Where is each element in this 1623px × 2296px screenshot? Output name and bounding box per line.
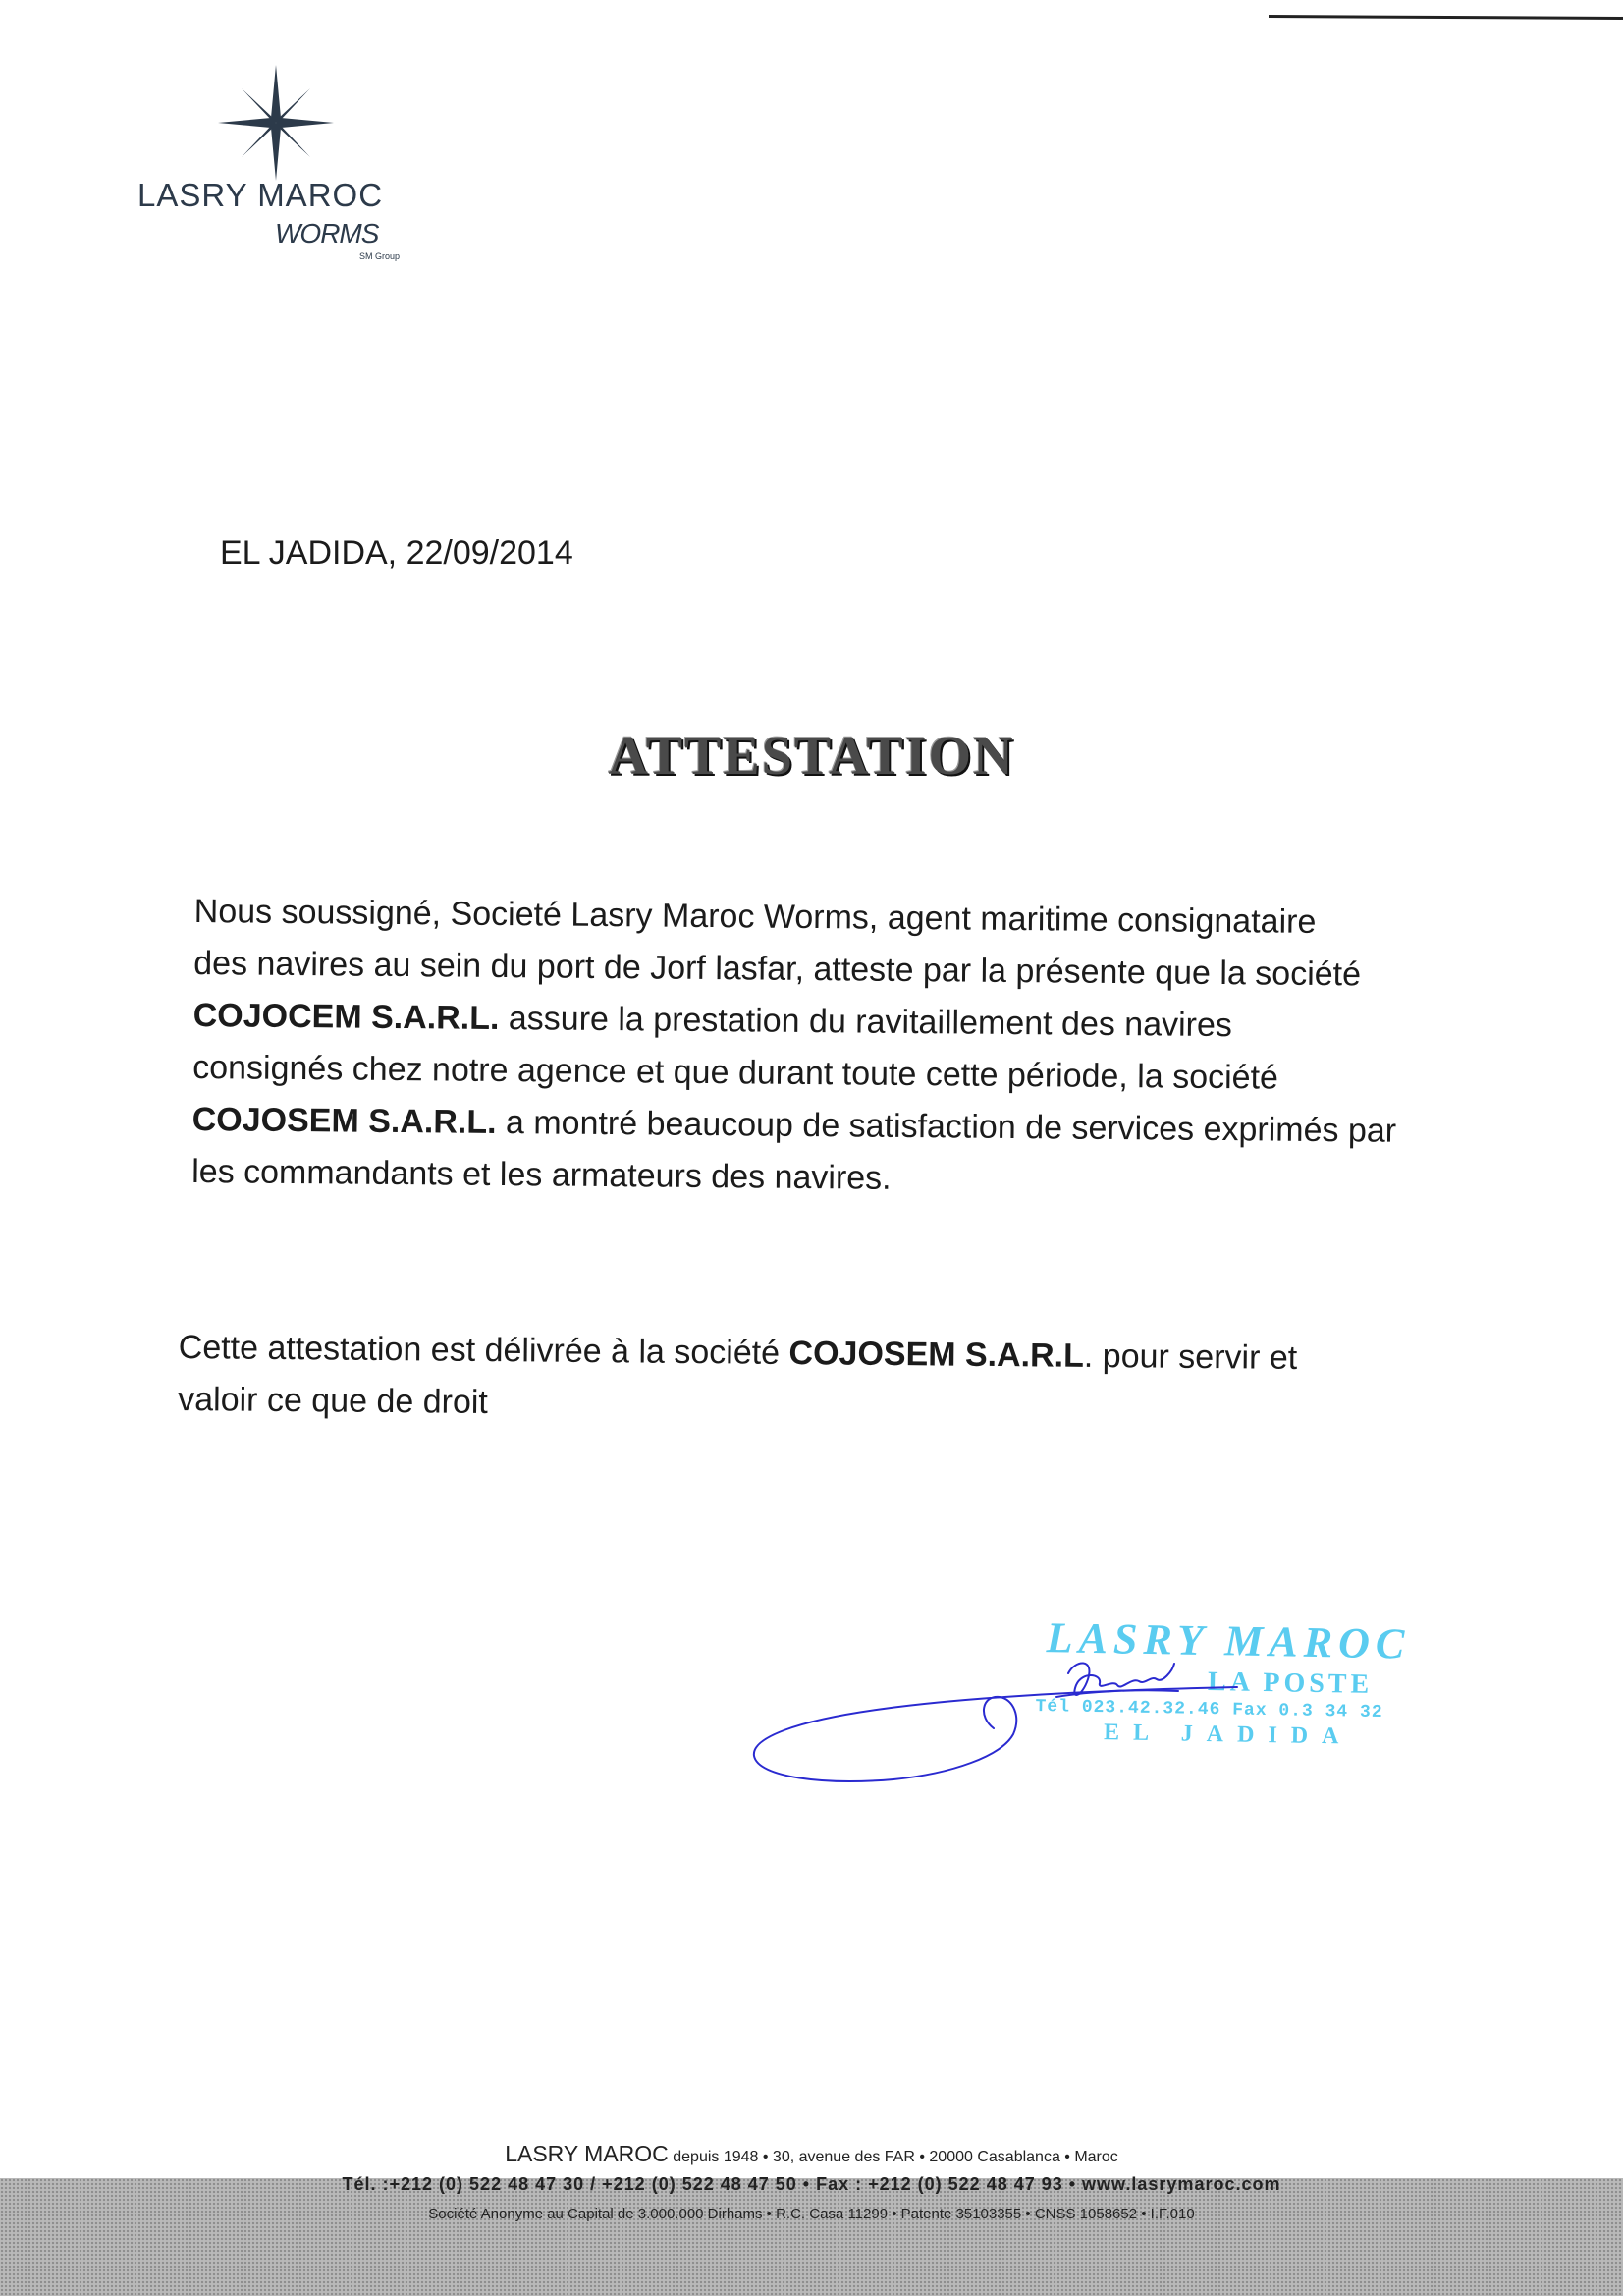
scan-bottom-band — [0, 2178, 1623, 2296]
footer-company-name: LASRY MAROC — [505, 2141, 669, 2166]
text-line: des navires au sein du port de Jorf lasfar, atteste par la présente que la société — [193, 944, 1362, 994]
text-line: Nous soussigné, Societé Lasry Maroc Worms, agent maritime consignataire — [193, 892, 1317, 941]
footer-address-text: depuis 1948 • 30, avenue des FAR • 20000 Casablanca • Maroc — [668, 2149, 1118, 2165]
document-title: ATTESTATION — [608, 726, 1015, 787]
body-paragraph-1 — [191, 886, 1398, 1210]
text-run: assure la prestation du ravitaillement des navires — [499, 999, 1233, 1045]
place-date: EL JADIDA, 22/09/2014 — [220, 534, 573, 572]
company-name-bold: COJOCEM S.A.R.L. — [192, 996, 500, 1037]
company-name-bold: COJOSEM S.A.R.L — [788, 1334, 1085, 1375]
stamp-line: Tél 023.42.32.46 Fax 0.3 34 32 — [1035, 1696, 1383, 1723]
handwritten-signature — [736, 1640, 1247, 1807]
text-run: Cette attestation est délivrée à la société — [178, 1328, 789, 1372]
text-run: . pour servir et — [1083, 1337, 1298, 1377]
compass-star-icon — [218, 65, 334, 181]
group-label: SM Group — [359, 251, 401, 261]
footer-address — [0, 2141, 1623, 2167]
stamp-line: EL JADIDA — [1103, 1720, 1353, 1750]
text-line: les commandants et les armateurs des navires. — [191, 1152, 892, 1197]
footer-legal: Société Anonyme au Capital de 3.000.000 Dirhams • R.C. Casa 11299 • Patente 35103355 • CNSS 1058652 • I.F.010 — [428, 2206, 1195, 2222]
brand-logo-name: WORMS — [275, 218, 379, 248]
body-paragraph-2 — [178, 1322, 1297, 1437]
scan-edge-line — [1269, 15, 1623, 20]
text-run: a montré beaucoup de satisfaction de services exprimés par — [496, 1103, 1397, 1150]
company-name-bold: COJOSEM S.A.R.L. — [191, 1100, 497, 1141]
text-line: valoir ce que de droit — [178, 1380, 489, 1422]
stamp-line: LA POSTE — [1207, 1667, 1374, 1700]
text-line: consignés chez notre agence et que durant toute cette période, la société — [192, 1048, 1279, 1097]
footer-contact: Tél. :+212 (0) 522 48 47 30 / +212 (0) 522 48 47 50 • Fax : +212 (0) 522 48 47 93 • www.lasrymaroc.com — [342, 2174, 1281, 2194]
stamp-line: LASRY MAROC — [1046, 1613, 1411, 1668]
company-logo-name: LASRY MAROC — [137, 177, 384, 213]
